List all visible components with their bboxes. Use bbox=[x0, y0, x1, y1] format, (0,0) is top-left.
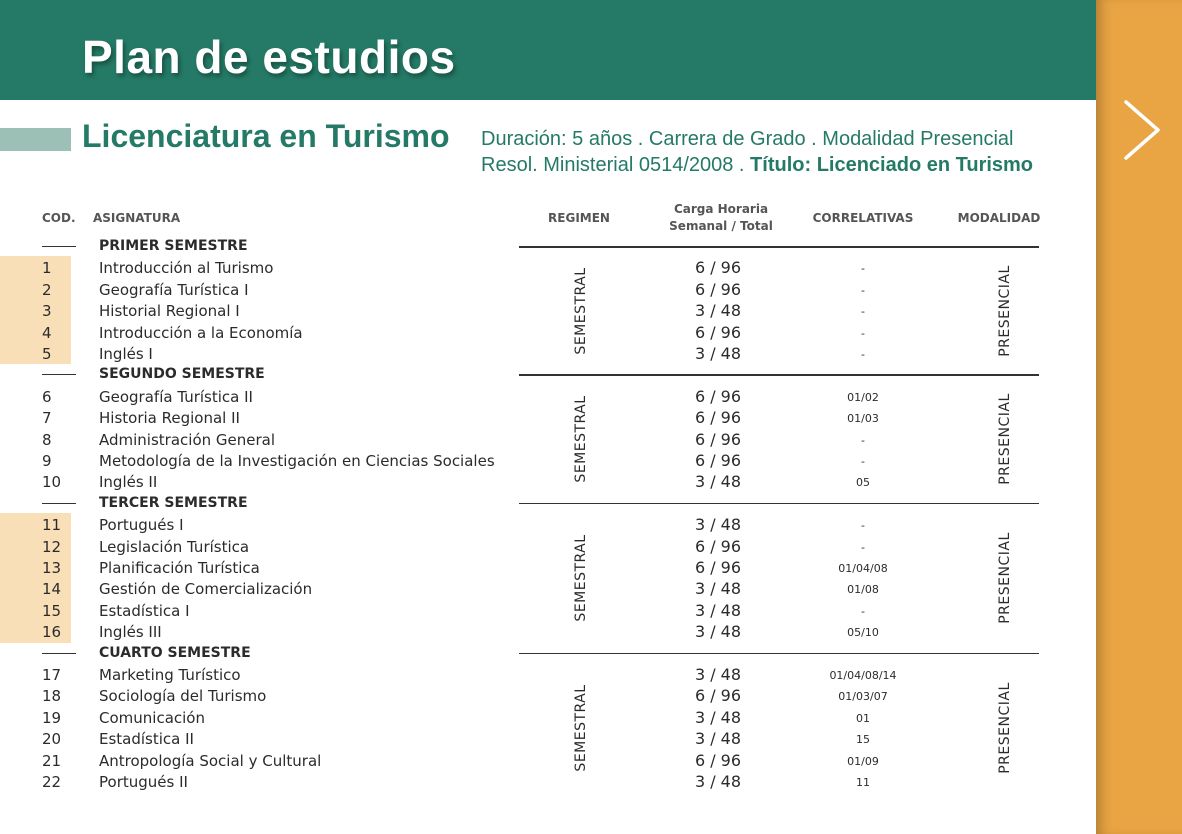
row-code: 10 bbox=[42, 473, 62, 492]
row-prereq: 01/04/08/14 bbox=[829, 669, 897, 682]
row-load: 6 / 96 bbox=[694, 386, 742, 406]
section-rule bbox=[519, 246, 1039, 248]
row-load: 3 / 48 bbox=[694, 515, 742, 535]
semester-title: CUARTO SEMESTRE bbox=[99, 644, 251, 661]
row-code: 22 bbox=[42, 773, 62, 791]
row-prereq: 05/10 bbox=[847, 626, 879, 640]
header-load bbox=[660, 201, 782, 235]
row-load: 6 / 96 bbox=[694, 258, 742, 278]
page-title: Plan de estudios bbox=[82, 31, 456, 83]
row-load: 6 / 96 bbox=[694, 279, 742, 299]
semester-highlight bbox=[0, 256, 71, 364]
row-subject: Geografía Turística II bbox=[99, 387, 253, 406]
row-subject: Comunicación bbox=[99, 708, 205, 727]
row-code: 4 bbox=[42, 323, 52, 342]
row-load: 3 / 48 bbox=[694, 579, 742, 599]
row-subject: Metodología de la Investigación en Ciencias Sociales bbox=[99, 452, 495, 470]
row-code: 12 bbox=[42, 537, 62, 556]
row-code: 19 bbox=[42, 708, 62, 727]
row-prereq: 05 bbox=[856, 476, 870, 490]
row-code: 6 bbox=[42, 387, 52, 406]
row-load: 3 / 48 bbox=[694, 472, 742, 492]
row-load: 3 / 48 bbox=[694, 622, 742, 642]
row-code: 21 bbox=[42, 751, 62, 770]
degree-info-line: Duración: 5 años . Carrera de Grado . Modalidad Presencial bbox=[481, 128, 1014, 150]
section-rule bbox=[519, 503, 1039, 505]
row-subject: Administración General bbox=[99, 430, 276, 449]
semester-title: SEGUNDO SEMESTRE bbox=[99, 366, 265, 383]
modality-label: PRESENCIAL bbox=[997, 532, 1013, 625]
row-load: 6 / 96 bbox=[694, 558, 742, 577]
row-load: 3 / 48 bbox=[694, 665, 742, 684]
header-modality: MODALIDAD bbox=[957, 211, 1041, 225]
row-code: 8 bbox=[42, 430, 52, 449]
regime-label: SEMESTRAL bbox=[573, 267, 589, 355]
semester-title: PRIMER SEMESTRE bbox=[99, 238, 248, 254]
row-code: 3 bbox=[42, 302, 52, 321]
header-prereq: CORRELATIVAS bbox=[812, 211, 914, 225]
row-subject: Portugués I bbox=[99, 516, 184, 535]
row-code: 20 bbox=[42, 730, 62, 749]
row-subject: Sociología del Turismo bbox=[99, 687, 267, 706]
row-subject: Marketing Turístico bbox=[99, 666, 241, 684]
row-load: 3 / 48 bbox=[694, 707, 742, 727]
row-prereq: - bbox=[861, 455, 865, 468]
modality-label: PRESENCIAL bbox=[997, 265, 1013, 357]
row-code: 17 bbox=[42, 666, 62, 684]
row-prereq: - bbox=[861, 305, 865, 319]
section-rule bbox=[519, 653, 1039, 655]
degree-resolution-line bbox=[481, 152, 1033, 178]
row-code: 15 bbox=[42, 601, 62, 620]
accent-bar bbox=[0, 128, 71, 151]
row-code: 18 bbox=[42, 687, 62, 706]
row-prereq: 01/02 bbox=[847, 390, 879, 404]
header-code: COD. bbox=[42, 211, 76, 225]
row-load: 6 / 96 bbox=[694, 322, 742, 342]
row-prereq: - bbox=[861, 519, 865, 533]
row-prereq: 11 bbox=[856, 776, 870, 789]
row-subject: Portugués II bbox=[99, 773, 188, 791]
regime-label: SEMESTRAL bbox=[573, 684, 589, 772]
row-prereq: 01/04/08 bbox=[838, 562, 888, 575]
row-subject: Estadística I bbox=[99, 601, 190, 620]
row-subject: Historial Regional I bbox=[99, 302, 240, 321]
row-code: 11 bbox=[42, 516, 62, 535]
row-prereq: 01/09 bbox=[847, 754, 879, 768]
row-prereq: - bbox=[861, 326, 865, 340]
row-prereq: - bbox=[861, 604, 865, 618]
row-load: 3 / 48 bbox=[694, 301, 742, 321]
row-code: 13 bbox=[42, 559, 62, 577]
row-load: 3 / 48 bbox=[694, 344, 742, 363]
row-subject: Introducción al Turismo bbox=[99, 259, 274, 278]
row-load: 3 / 48 bbox=[694, 772, 742, 791]
row-prereq: - bbox=[861, 433, 865, 447]
header-regime: REGIMEN bbox=[548, 211, 610, 225]
row-code: 7 bbox=[42, 409, 52, 428]
row-load: 6 / 96 bbox=[694, 686, 742, 706]
row-prereq: - bbox=[861, 283, 865, 297]
row-code: 1 bbox=[42, 259, 52, 278]
row-prereq: - bbox=[861, 348, 865, 361]
semester-separator bbox=[42, 503, 76, 504]
degree-title: Licenciatura en Turismo bbox=[82, 118, 450, 154]
row-prereq: 01/03 bbox=[847, 412, 879, 426]
row-subject: Gestión de Comercialización bbox=[99, 580, 313, 599]
row-subject: Introducción a la Economía bbox=[99, 323, 303, 342]
row-prereq: 01/03/07 bbox=[838, 690, 888, 704]
row-code: 2 bbox=[42, 280, 52, 299]
row-prereq: 01/08 bbox=[847, 583, 879, 597]
semester-title: TERCER SEMESTRE bbox=[99, 494, 248, 511]
degree-title-label: Título: Licenciado en Turismo bbox=[750, 154, 1034, 176]
regime-label: SEMESTRAL bbox=[573, 534, 589, 622]
row-load: 6 / 96 bbox=[694, 408, 742, 428]
chevron-right-icon[interactable] bbox=[1118, 98, 1168, 162]
row-code: 14 bbox=[42, 580, 62, 599]
row-code: 16 bbox=[42, 623, 62, 642]
row-subject: Inglés II bbox=[99, 473, 158, 492]
row-subject: Estadística II bbox=[99, 730, 194, 749]
header-subject: ASIGNATURA bbox=[93, 211, 181, 225]
modality-label: PRESENCIAL bbox=[997, 682, 1013, 774]
modality-label: PRESENCIAL bbox=[997, 393, 1013, 486]
semester-separator bbox=[42, 374, 76, 375]
row-subject: Antropología Social y Cultural bbox=[99, 751, 322, 770]
row-prereq: - bbox=[861, 540, 865, 554]
row-load: 6 / 96 bbox=[694, 429, 742, 449]
row-prereq: 15 bbox=[856, 733, 870, 747]
row-subject: Geografía Turística I bbox=[99, 280, 249, 299]
semester-separator bbox=[42, 653, 76, 654]
regime-label: SEMESTRAL bbox=[573, 395, 589, 483]
degree-meta bbox=[481, 126, 1033, 178]
row-load: 6 / 96 bbox=[694, 750, 742, 770]
row-load: 3 / 48 bbox=[694, 729, 742, 749]
row-subject: Legislación Turística bbox=[99, 537, 250, 556]
header-load-line2: Semanal / Total bbox=[669, 219, 773, 233]
row-prereq: - bbox=[861, 262, 865, 276]
resolution-text: Resol. Ministerial 0514/2008 . bbox=[481, 154, 751, 176]
header-load-line1: Carga Horaria bbox=[673, 202, 769, 216]
row-prereq: 01 bbox=[856, 711, 870, 725]
row-subject: Inglés I bbox=[99, 345, 153, 363]
row-subject: Planificación Turística bbox=[99, 559, 260, 577]
row-subject: Inglés III bbox=[99, 623, 162, 642]
row-load: 6 / 96 bbox=[694, 451, 742, 470]
row-subject: Historia Regional II bbox=[99, 409, 240, 428]
row-code: 9 bbox=[42, 452, 52, 470]
semester-separator bbox=[42, 246, 76, 247]
row-code: 5 bbox=[42, 345, 52, 363]
row-load: 3 / 48 bbox=[694, 600, 742, 620]
section-rule bbox=[519, 374, 1039, 376]
row-load: 6 / 96 bbox=[694, 536, 742, 556]
